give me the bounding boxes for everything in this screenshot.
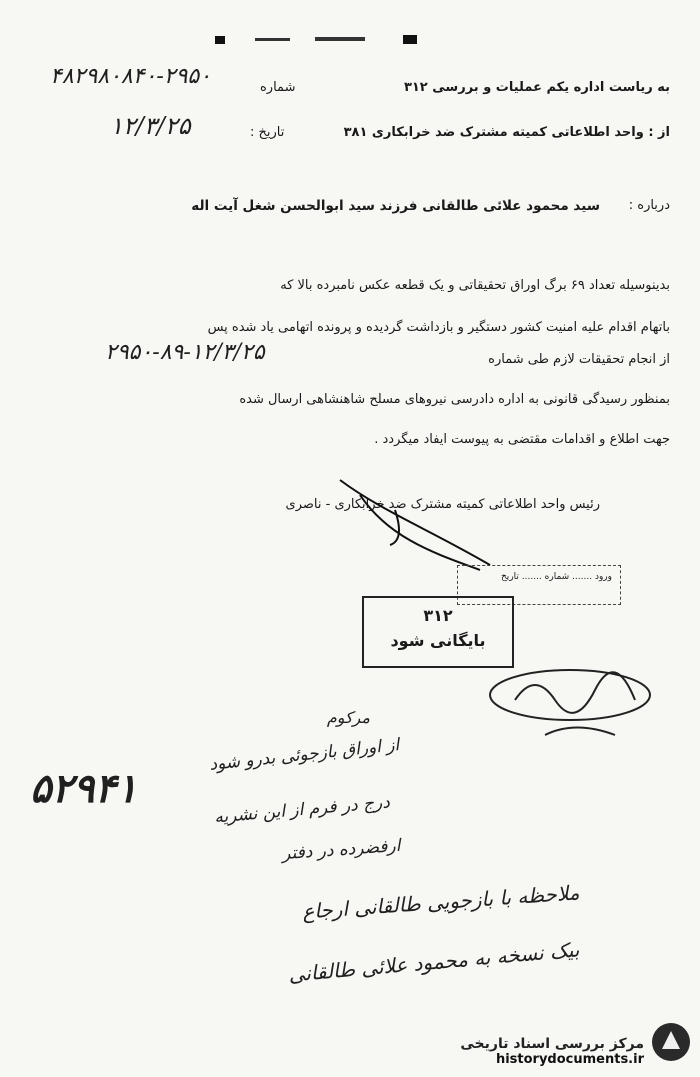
received-stamp: ورود ....... شماره ....... تاریخ: [457, 565, 621, 605]
subject-label: درباره :: [628, 198, 670, 213]
handwritten-note-6: بیک نسخه به محمود علائی طالقانی: [287, 937, 581, 987]
number-label: شماره: [260, 80, 296, 95]
header-from: از : واحد اطلاعاتی کمیته مشترک ضد خرابکاری ۳۸۱: [343, 125, 670, 140]
watermark: [460, 1036, 644, 1067]
right-signature: [485, 660, 665, 750]
header-classification-bar: [215, 33, 420, 45]
number-value: ۴۸۲۹۸۰۸۴۰-۲۹۵۰: [50, 64, 212, 89]
body-line-2: باتهام اقدام علیه امنیت کشور دستگیر و بازداشت گردیده و پرونده اتهامی یاد شده پس: [207, 320, 670, 335]
handwritten-note-5: ملاحظه با بازجویی طالقانی ارجاع: [301, 880, 581, 924]
date-value: ۱۲/۳/۲۵: [110, 112, 191, 140]
body-line-3: از انجام تحقیقات لازم طی شماره: [488, 352, 670, 367]
handwritten-note-4: ارفضرده در دفتر: [280, 835, 401, 865]
body-line-5: جهت اطلاع و اقدامات مقتضی به پیوست ایفاد میگردد .: [374, 432, 670, 447]
signature-scribble: [300, 470, 500, 580]
watermark-title: مرکز بررسی اسناد تاریخی: [460, 1036, 644, 1052]
signature-title: رئیس واحد اطلاعاتی کمیته مشترک ضد خرابکاری - ناصری: [285, 497, 600, 512]
watermark-url: historydocuments.ir: [495, 1052, 644, 1067]
handwritten-note-2: از اوراق بازجوئی بدرو شود: [208, 735, 401, 775]
subject-text: سید محمود علائی طالقانی فرزند سید ابوالحسن شغل آیت اله: [191, 198, 600, 214]
inline-reference: ۲۹۵۰-۸۹-۱۲/۳/۲۵: [105, 340, 265, 365]
header-to: به ریاست اداره یکم عملیات و بررسی ۳۱۲: [403, 80, 670, 95]
date-label: تاریخ :: [250, 125, 285, 140]
stamp-number: ۳۱۲: [423, 606, 453, 625]
handwritten-note-3: درج در فرم از این نشریه: [213, 792, 391, 828]
body-line-1: بدینوسیله تعداد ۶۹ برگ اوراق تحقیقاتی و یک قطعه عکس نامبرده بالا که: [280, 278, 670, 293]
body-line-4: بمنظور رسیدگی قانونی به اداره دادرسی نیروهای مسلح شاهنشاهی ارسال شده: [239, 392, 670, 407]
archive-logo-icon: [650, 1021, 692, 1063]
handwritten-number: ۵۲۹۴۱: [30, 765, 138, 812]
archive-stamp: [362, 596, 514, 668]
handwritten-note-1: مرکوم: [326, 708, 370, 727]
stamp-text: بایگانی شود: [390, 631, 486, 650]
